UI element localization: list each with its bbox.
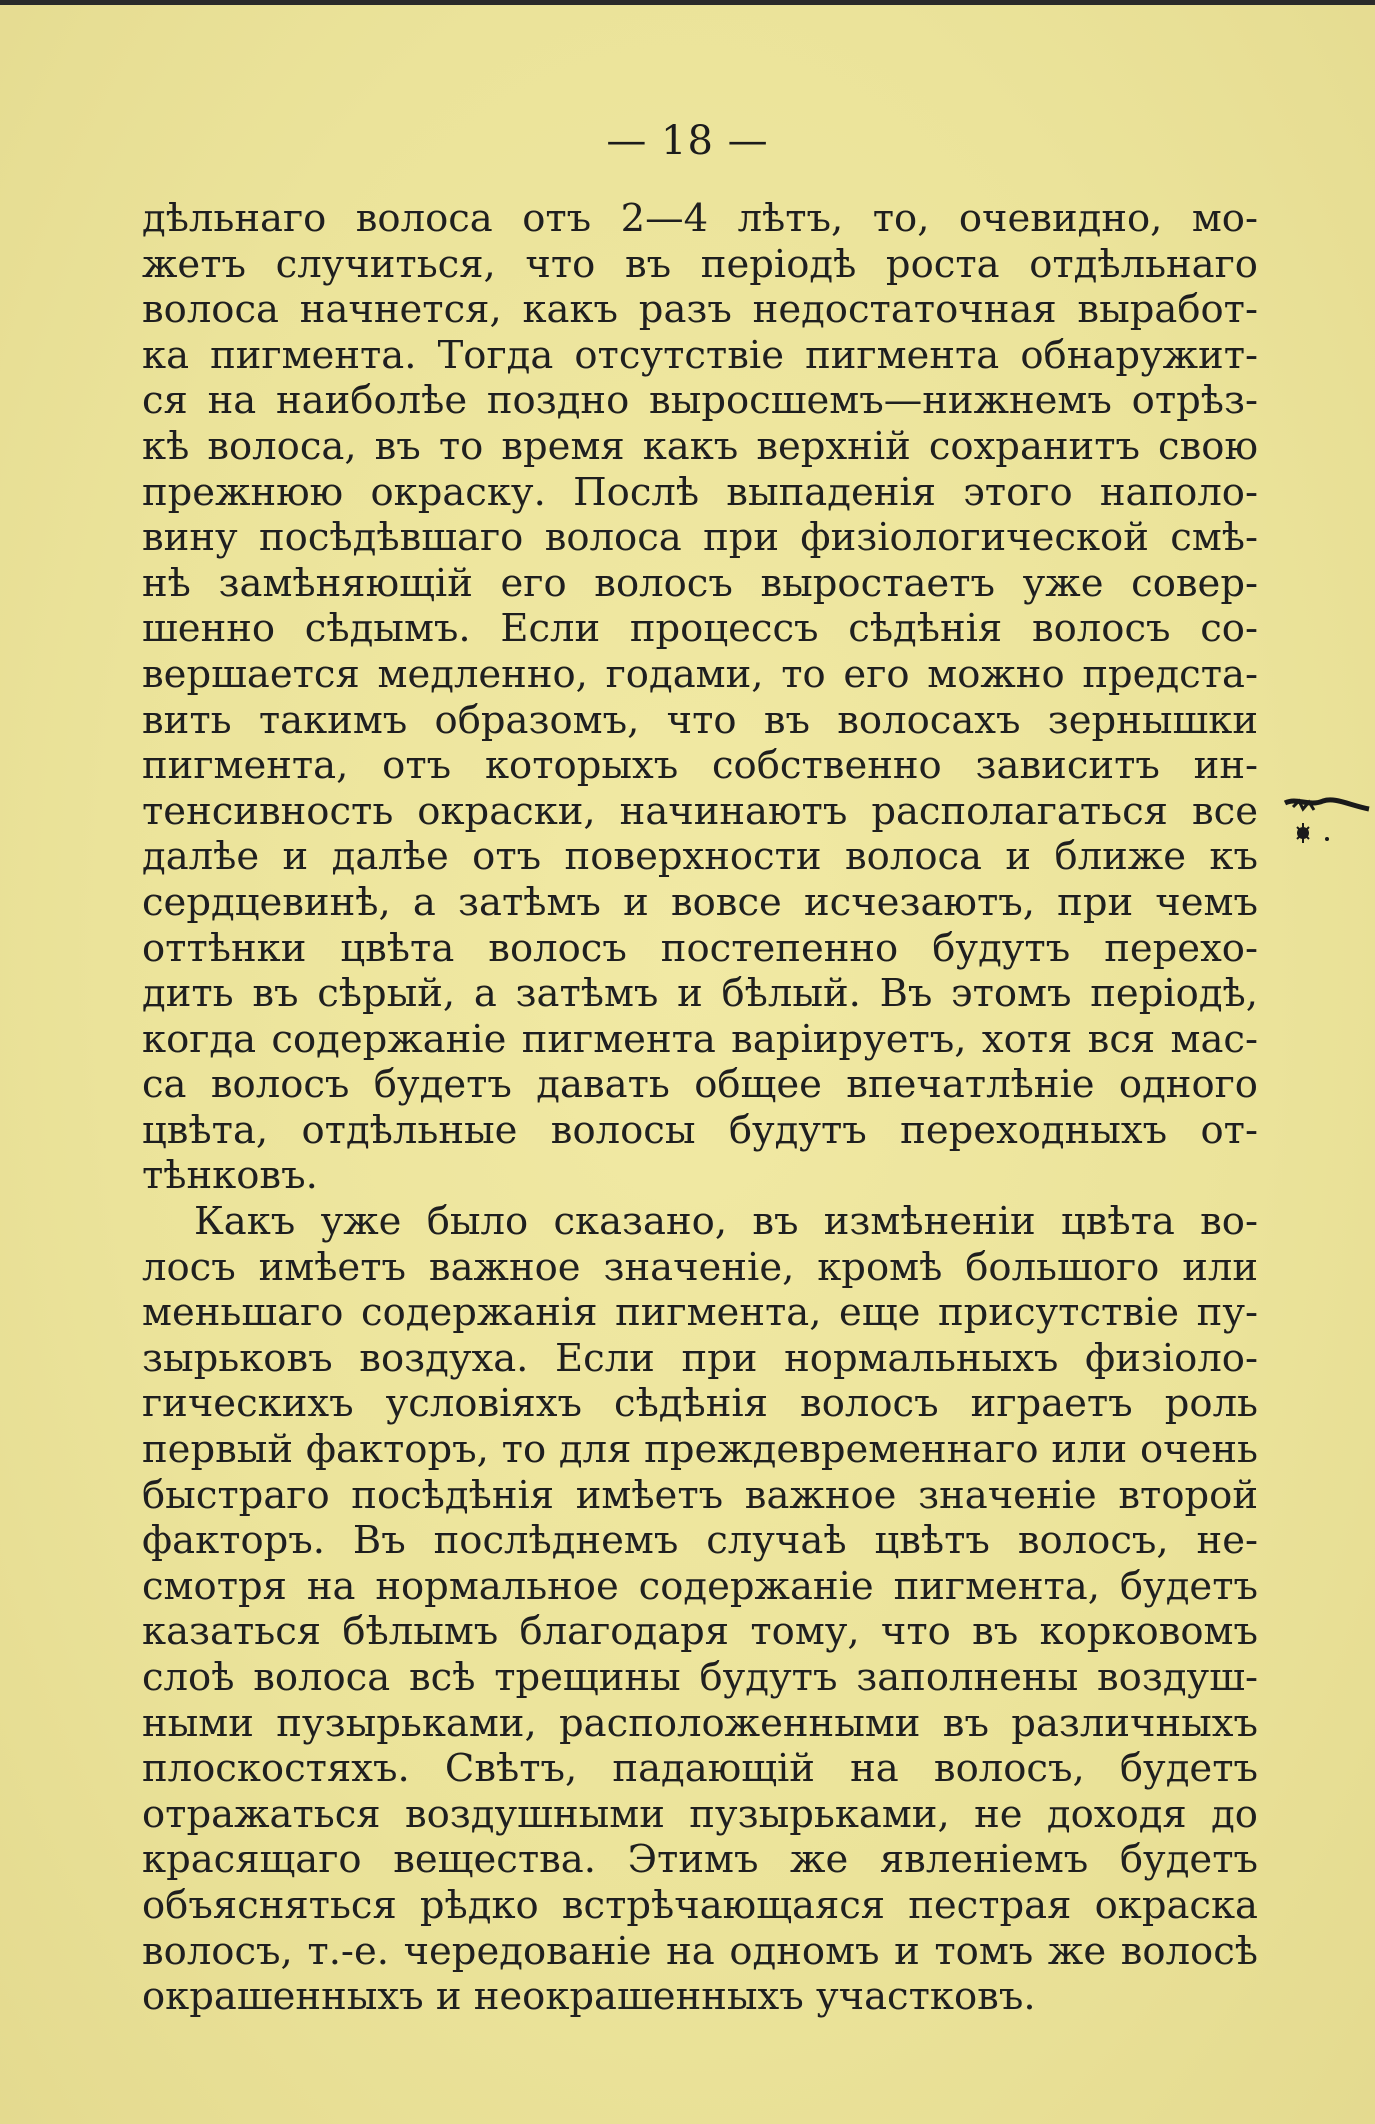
- text-line: ка пигмента. Тогда отсутствіе пигмента обнаружит-: [142, 332, 1258, 378]
- text-line: смотря на нормальное содержаніе пигмента, будетъ: [142, 1563, 1258, 1609]
- text-line: плоскостяхъ. Свѣтъ, падающій на волосъ, будетъ: [142, 1746, 1258, 1792]
- text-line: пигмента, отъ которыхъ собственно зависитъ ин-: [142, 743, 1258, 789]
- text-line: первый факторъ, то для преждевременнаго или очень: [142, 1427, 1258, 1473]
- text-line: факторъ. Въ послѣднемъ случаѣ цвѣтъ волосъ, не-: [142, 1518, 1258, 1564]
- text-line: кѣ волоса, въ то время какъ верхній сохранитъ свою: [142, 423, 1258, 469]
- text-line: прежнюю окраску. Послѣ выпаденія этого наполо-: [142, 469, 1258, 515]
- text-line: сердцевинѣ, а затѣмъ и вовсе исчезаютъ, при чемъ: [142, 879, 1258, 925]
- text-line: окрашенныхъ и неокрашенныхъ участковъ.: [142, 1974, 1036, 2020]
- paragraph: [142, 196, 1258, 1199]
- text-line: казаться бѣлымъ благодаря тому, что въ корковомъ: [142, 1609, 1258, 1655]
- text-line: дить въ сѣрый, а затѣмъ и бѣлый. Въ этомъ періодѣ,: [142, 971, 1258, 1017]
- text-line: оттѣнки цвѣта волосъ постепенно будутъ перехо-: [142, 925, 1258, 971]
- text-line: вину посѣдѣвшаго волоса при физіологической смѣ-: [142, 515, 1258, 561]
- text-line: Какъ уже было сказано, въ измѣненіи цвѣта во-: [194, 1199, 1258, 1245]
- text-line: са волосъ будетъ давать общее впечатлѣніе одного: [142, 1062, 1258, 1108]
- text-line: жетъ случиться, что въ періодѣ роста отдѣльнаго: [142, 241, 1258, 287]
- text-line: тѣнковъ.: [142, 1153, 318, 1199]
- text-line: когда содержаніе пигмента варіируетъ, хотя вся мас-: [142, 1016, 1258, 1062]
- text-line: дѣльнаго волоса отъ 2—4 лѣтъ, то, очевидно, мо-: [142, 196, 1258, 241]
- text-line: волоса начнется, какъ разъ недостаточная выработ-: [142, 287, 1258, 333]
- body-text: [142, 196, 1258, 2020]
- text-line: волосъ, т.-е. чередованіе на одномъ и томъ же волосѣ: [142, 1928, 1258, 1974]
- text-line: нѣ замѣняющій его волосъ выростаетъ уже совер-: [142, 560, 1258, 606]
- page-number: — 18 —: [606, 118, 769, 164]
- text-line: вить такимъ образомъ, что въ волосахъ зернышки: [142, 697, 1258, 743]
- text-line: меньшаго содержанія пигмента, еще присутствіе пу-: [142, 1290, 1258, 1336]
- ink-blot-mark: [1283, 793, 1373, 863]
- text-line: быстраго посѣдѣнія имѣетъ важное значеніе второй: [142, 1472, 1258, 1518]
- text-line: объясняться рѣдко встрѣчающаяся пестрая окраска: [142, 1882, 1258, 1928]
- text-line: шенно сѣдымъ. Если процессъ сѣдѣнія волосъ со-: [142, 606, 1258, 652]
- text-line: гическихъ условіяхъ сѣдѣнія волосъ играетъ роль: [142, 1381, 1258, 1427]
- text-line: зырьковъ воздуха. Если при нормальныхъ физіоло-: [142, 1335, 1258, 1381]
- paragraph: [142, 1199, 1258, 2020]
- text-line: ся на наиболѣе поздно выросшемъ—нижнемъ отрѣз-: [142, 378, 1258, 424]
- text-line: лосъ имѣетъ важное значеніе, кромѣ большого или: [142, 1244, 1258, 1290]
- top-edge-rule: [0, 0, 1375, 5]
- text-line: ными пузырьками, расположенными въ различныхъ: [142, 1700, 1258, 1746]
- text-line: вершается медленно, годами, то его можно предста-: [142, 651, 1258, 697]
- text-line: тенсивность окраски, начинаютъ располагаться все: [142, 788, 1258, 834]
- text-line: цвѣта, отдѣльные волосы будутъ переходныхъ от-: [142, 1107, 1258, 1153]
- text-line: слоѣ волоса всѣ трещины будутъ заполнены воздуш-: [142, 1655, 1258, 1700]
- text-line: отражаться воздушными пузырьками, не доходя до: [142, 1791, 1258, 1837]
- text-line: далѣе и далѣе отъ поверхности волоса и ближе къ: [142, 834, 1258, 880]
- text-line: красящаго вещества. Этимъ же явленіемъ будетъ: [142, 1837, 1258, 1883]
